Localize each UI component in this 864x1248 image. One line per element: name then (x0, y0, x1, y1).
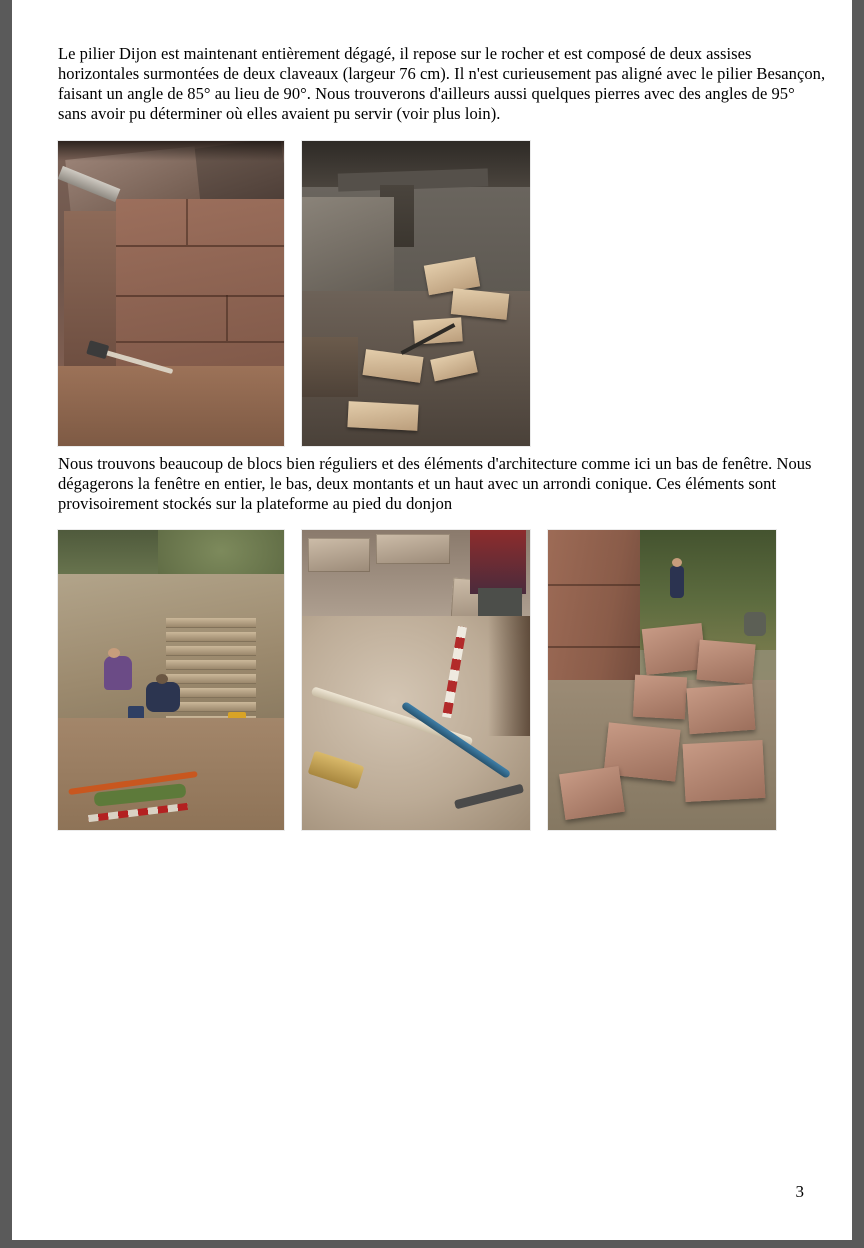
photo2-cut-block (451, 288, 509, 320)
photo3-stairs (166, 618, 262, 728)
photo2-cut-block (424, 256, 480, 295)
photo5-stored-block (633, 675, 687, 720)
photo4-stone (308, 538, 370, 572)
figure-row-1 (58, 141, 826, 446)
photo5-stored-block (683, 740, 766, 802)
photo1-left-face (64, 211, 122, 386)
photo5-person (670, 566, 684, 598)
photo4-person (470, 530, 526, 594)
photo2-cut-block (347, 401, 418, 431)
photo1-ground (58, 366, 284, 446)
photo5-stored-block (559, 766, 625, 820)
photo-blocs-plateforme-donjon (548, 530, 776, 830)
photo1-top-shadow (58, 141, 284, 161)
photo4-shadow-edge (488, 616, 530, 736)
photo-balai-pioche (302, 530, 530, 830)
photo3-worker (104, 656, 132, 690)
photo5-stored-block (696, 640, 755, 685)
photo5-person (744, 612, 766, 636)
page-number: 3 (795, 1182, 804, 1201)
photo1-joint-2 (186, 199, 188, 245)
paragraph-2: Nous trouvons beaucoup de blocs bien réguliers et des éléments d'architecture comme ici un bas de fenêtre. Nous dégagerons la fenêtre en entier, le bas, deux montants et un haut avec un arrondi conique. Ces éléments sont provisoirement stockés sur la plateforme au pied du donjon (58, 453, 812, 513)
photo3-worker (146, 682, 180, 712)
photo-escalier-fouilleurs (58, 530, 284, 830)
photo5-stored-block (686, 684, 755, 734)
photo1-joint-1 (116, 341, 284, 343)
photo-fouille-blocs-tailles (302, 141, 530, 446)
paragraph-1: Le pilier Dijon est maintenant entièrement dégagé, il repose sur le rocher et est composé de deux assises horizontales surmontées de deux claveaux (largeur 76 cm). Il n'est curieusement pas aligné avec le pilier Besançon, faisant un angle de 85° au lieu de 90°. Nous trouverons d'ailleurs aussi quelques pierres avec des angles de 95° sans avoir pu déterminer où elles avaient pu servir (voir plus loin). (58, 44, 826, 124)
photo1-joint-3 (226, 295, 228, 341)
photo-pilier-dijon-degage (58, 141, 284, 446)
document-page (12, 0, 852, 1240)
photo2-wall-strip (302, 337, 358, 397)
figure-row-2 (58, 530, 826, 830)
photo4-stone (376, 534, 450, 564)
page-content (58, 44, 826, 838)
